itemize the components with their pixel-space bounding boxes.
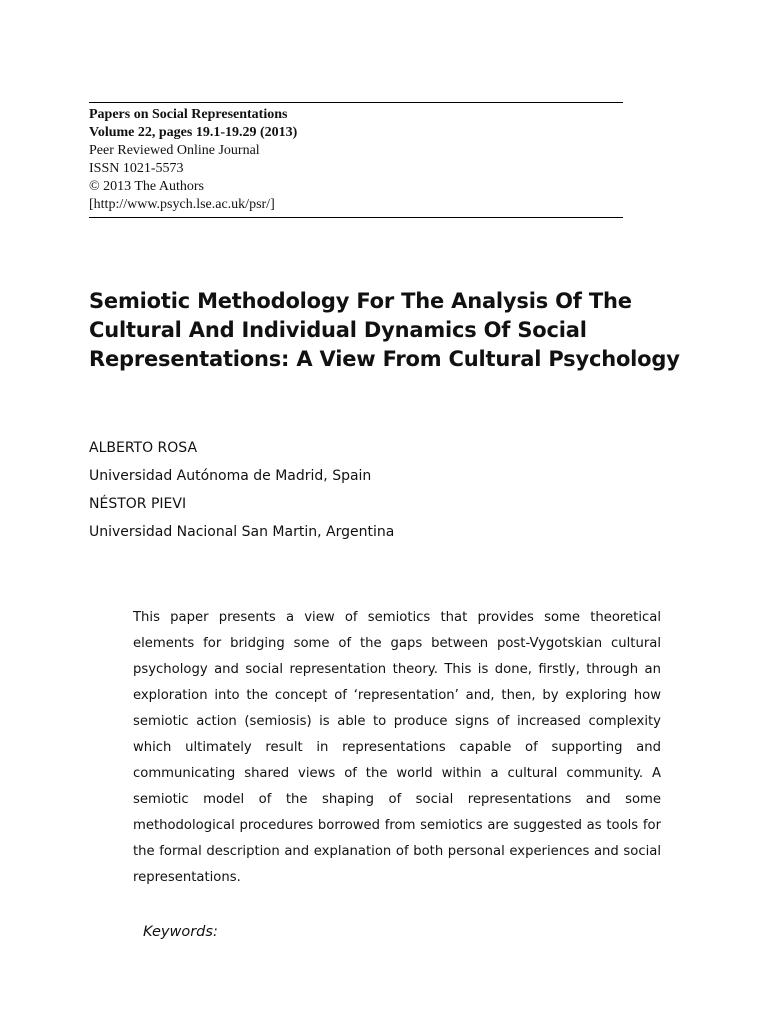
author-affiliation: Universidad Autónoma de Madrid, Spain xyxy=(89,468,372,484)
issn: ISSN 1021-5573 xyxy=(89,161,184,176)
journal-name: Papers on Social Representations xyxy=(89,107,288,122)
paper-title: Semiotic Methodology For The Analysis Of The Cultural And Individual Dynamics Of Social Representations: A View From Cultural Psychology xyxy=(89,289,680,371)
journal-header xyxy=(89,102,623,218)
review-type: Peer Reviewed Online Journal xyxy=(89,143,260,158)
author-name: NÉSTOR PIEVI xyxy=(89,496,187,512)
abstract: This paper presents a view of semiotics that provides some theoretical elements for bridging some of the gaps between post-Vygotskian cultural psychology and social representation theory. This is done, firstly, through an exploration into the concept of ‘representation’ and, then, by exploring how semiotic action (semiosis) is able to produce signs of increased complexity which ultimately result in representations capable of supporting and communicating shared views of the world within a cultural community. A semiotic model of the shaping of social representations and some methodological procedures borrowed from semiotics are suggested as tools for the formal description and explanation of both personal experiences and social representations. xyxy=(133,610,661,885)
author-affiliation: Universidad Nacional San Martin, Argentina xyxy=(89,524,395,540)
authors-block xyxy=(89,438,394,550)
keywords-label: Keywords: xyxy=(143,924,218,940)
volume-info: Volume 22, pages 19.1-19.29 (2013) xyxy=(89,125,298,140)
author-name: ALBERTO ROSA xyxy=(89,440,198,456)
journal-url: [http://www.psych.lse.ac.uk/psr/] xyxy=(89,197,275,212)
copyright: © 2013 The Authors xyxy=(89,179,204,194)
